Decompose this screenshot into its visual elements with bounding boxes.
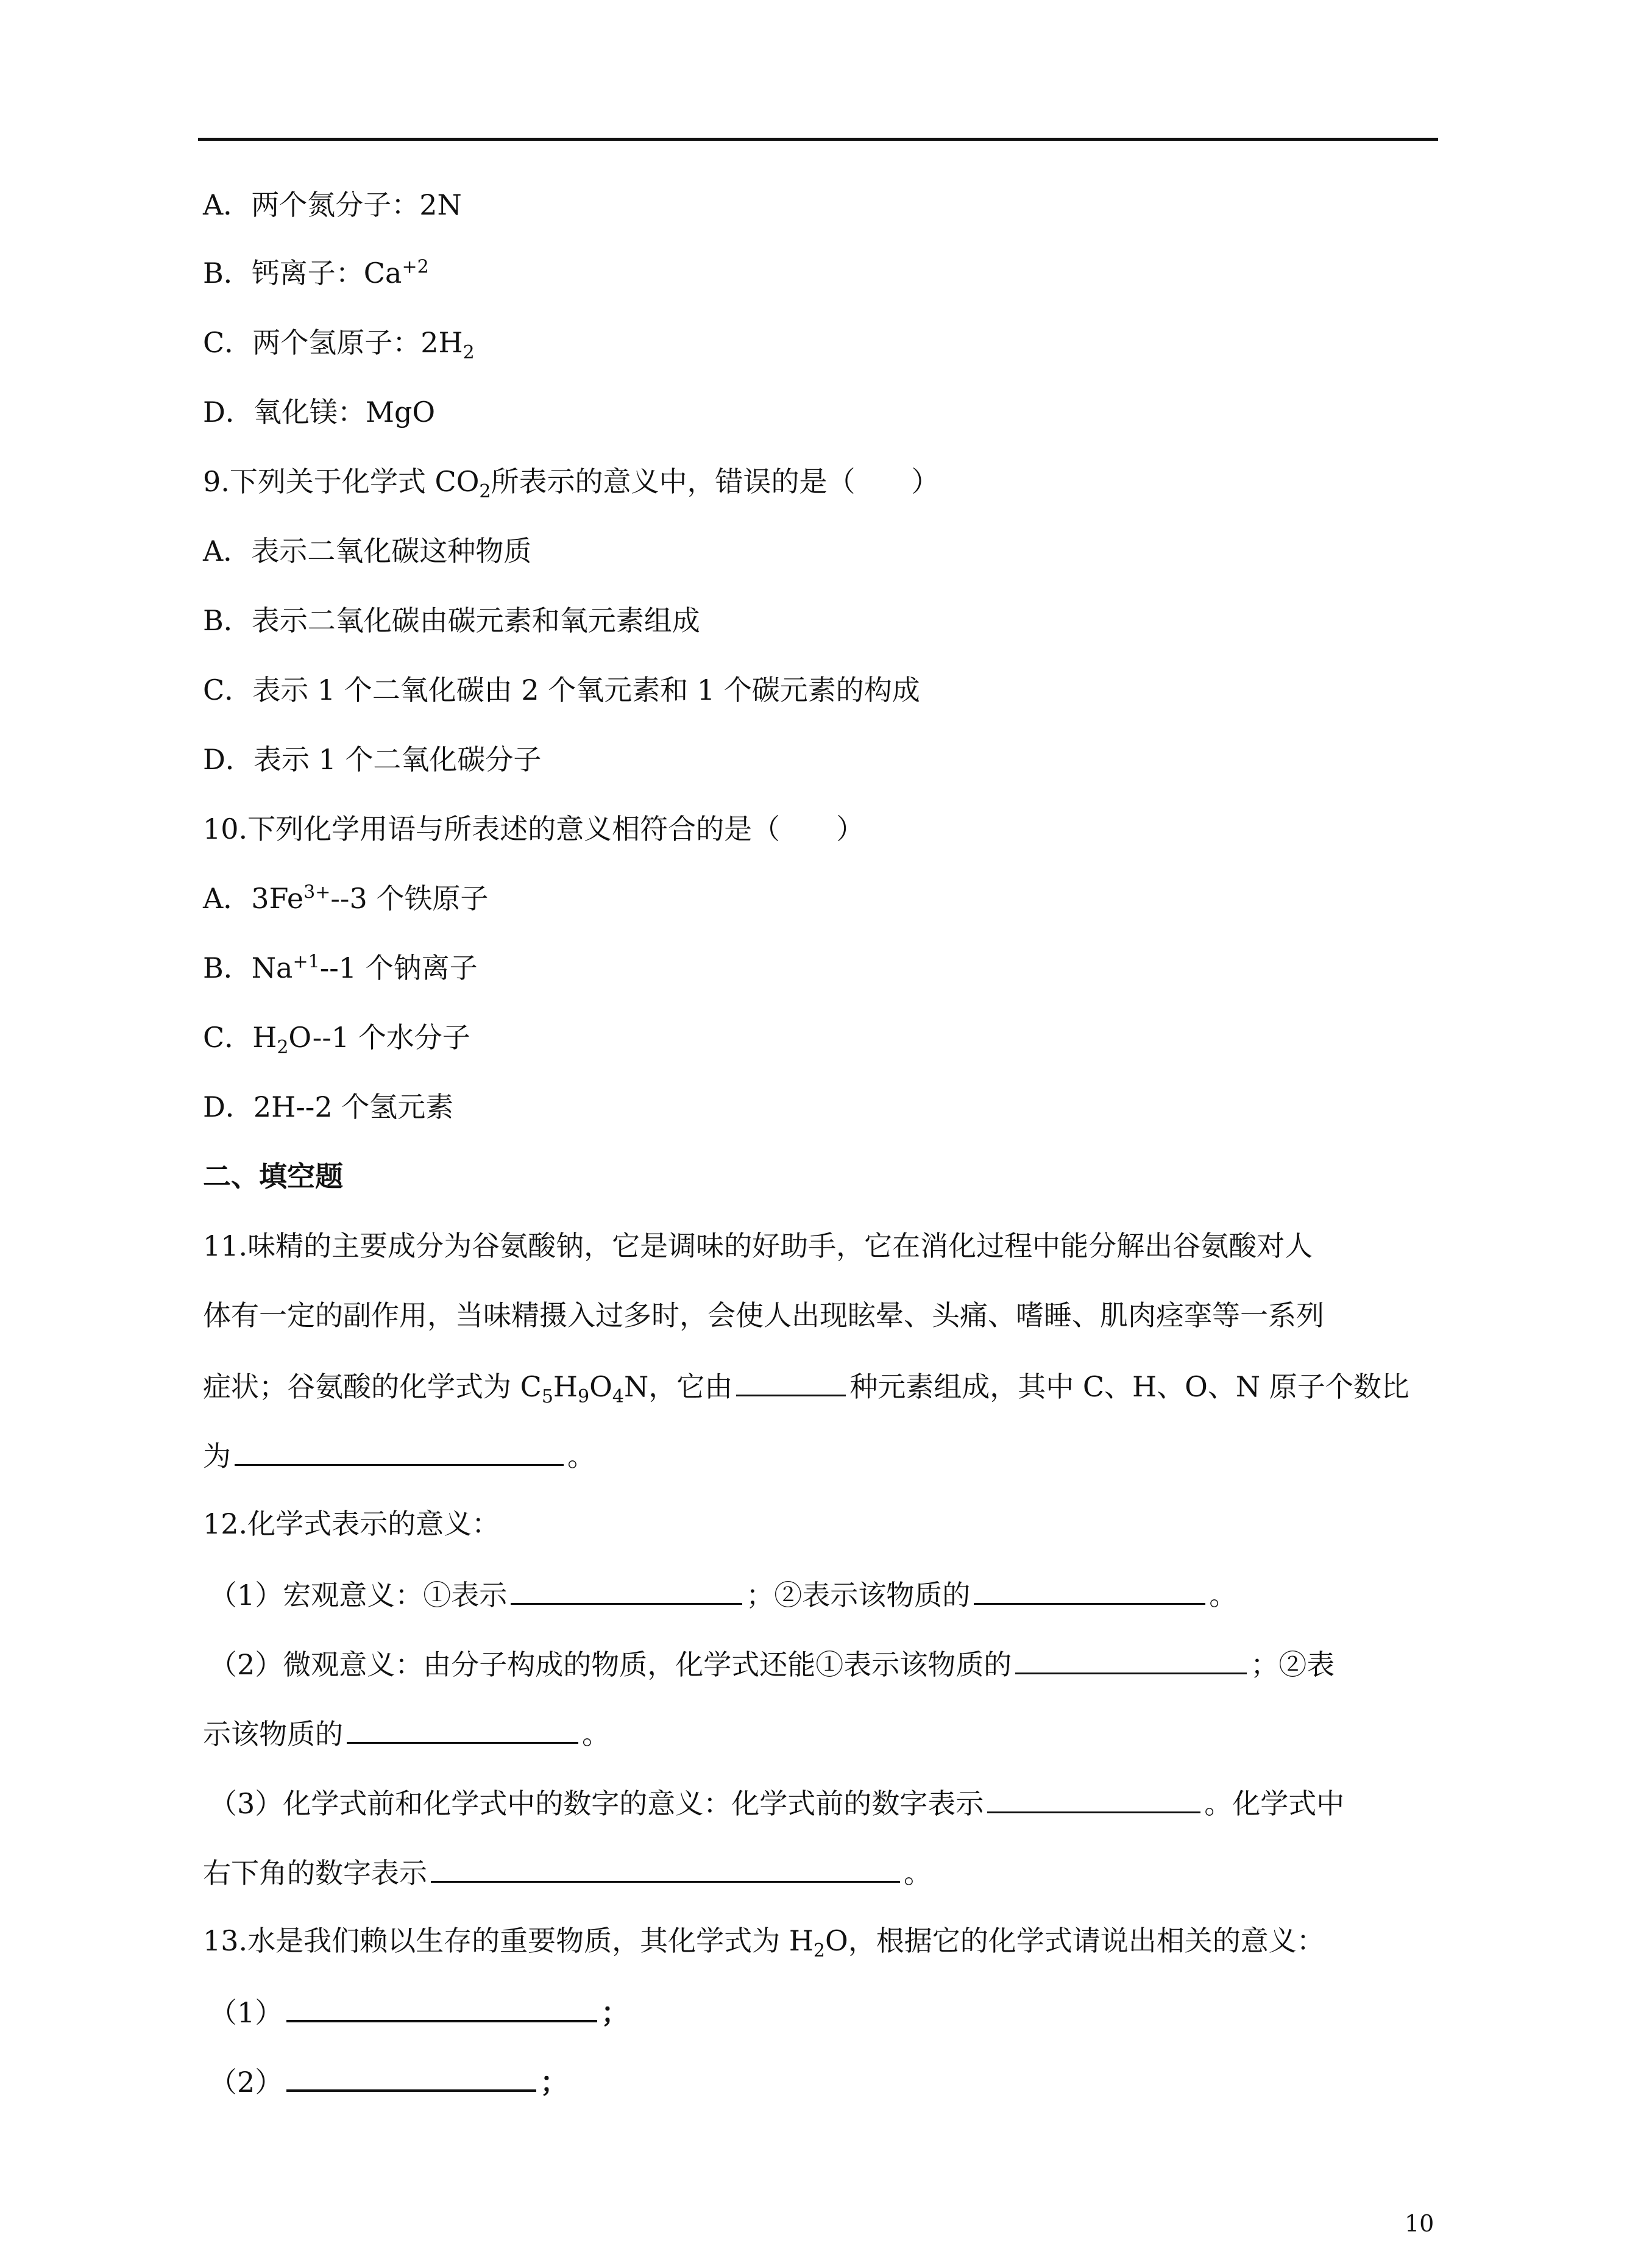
q9-option-b: B．表示二氧化碳由碳元素和氧元素组成 xyxy=(203,604,700,637)
q8-option-a: A．两个氮分子：2N xyxy=(203,188,462,221)
header-rule xyxy=(198,138,1438,141)
answer-blank[interactable] xyxy=(736,1368,846,1396)
q10-option-d: D．2H--2 个氢元素 xyxy=(203,1090,454,1123)
q9-stem: 9.下列关于化学式 $CO_2$所表示的意义中，错误的是（ ） xyxy=(203,465,940,503)
q12-part-3-cont: 右下角的数字表示 。 xyxy=(203,1854,932,1890)
q11-line-4: 为 。 xyxy=(203,1437,595,1473)
answer-blank[interactable] xyxy=(1015,1646,1247,1674)
q12-stem: 12.化学式表示的意义： xyxy=(203,1507,500,1540)
q13-item-1: （1） ； xyxy=(209,1993,629,2030)
q10-stem: 10.下列化学用语与所表述的意义相符合的是（ ） xyxy=(203,812,865,845)
q10-option-a: A．$3Fe^{3+}--3$ 个铁原子 xyxy=(203,881,489,915)
answer-blank[interactable] xyxy=(235,1437,564,1466)
q11-line-3: 症状；谷氨酸的化学式为 $C_5H_9O_4N$，它由 种元素组成，其中 C、H、O、N 原子个数比 xyxy=(203,1368,1409,1404)
page-number: 10 xyxy=(1405,2210,1434,2237)
q8-option-c: C．两个氢原子：$2H_2$ xyxy=(203,326,475,364)
q9-option-a: A．表示二氧化碳这种物质 xyxy=(203,535,532,567)
q11-line-2: 体有一定的副作用，当味精摄入过多时，会使人出现眩晕、头痛、嗜睡、肌肉痉挛等一系列 xyxy=(203,1299,1324,1332)
answer-blank[interactable] xyxy=(974,1576,1205,1605)
q10-option-b: B．$Na^{+1}--1$ 个钠离子 xyxy=(203,951,478,984)
q11-line-1: 11.味精的主要成分为谷氨酸钠，它是调味的好助手，它在消化过程中能分解出谷氨酸对人 xyxy=(203,1229,1313,1262)
q9-option-c: C．表示 1 个二氧化碳由 2 个氧元素和 1 个碳元素的构成 xyxy=(203,674,920,706)
q13-stem: 13.水是我们赖以生存的重要物质，其化学式为 $H_2O$，根据它的化学式请说出相关的意义： xyxy=(203,1924,1325,1962)
q8-option-d: D．氧化镁：MgO xyxy=(203,396,436,428)
q12-part-1: （1）宏观意义：①表示 ；②表示该物质的 。 xyxy=(209,1576,1237,1612)
q13-item-2: （2） ； xyxy=(209,2063,568,2099)
q12-part-3: （3）化学式前和化学式中的数字的意义：化学式前的数字表示 。化学式中 xyxy=(209,1785,1344,1821)
q12-part-2-cont: 示该物质的 。 xyxy=(203,1715,610,1751)
answer-blank[interactable] xyxy=(431,1854,900,1883)
answer-blank[interactable] xyxy=(286,2063,536,2092)
section-heading: 二、填空题 xyxy=(203,1160,343,1193)
q10-option-c: C．$H_2O--1$ 个水分子 xyxy=(203,1021,470,1059)
q9-option-d: D．表示 1 个二氧化碳分子 xyxy=(203,743,542,776)
answer-blank[interactable] xyxy=(286,1993,597,2022)
q8-option-b: B．钙离子：$Ca^{+2}$ xyxy=(203,256,429,290)
answer-blank[interactable] xyxy=(347,1715,578,1744)
answer-blank[interactable] xyxy=(987,1785,1200,1813)
q12-part-2: （2）微观意义：由分子构成的物质，化学式还能①表示该物质的 ；②表 xyxy=(209,1646,1335,1682)
answer-blank[interactable] xyxy=(511,1576,742,1605)
